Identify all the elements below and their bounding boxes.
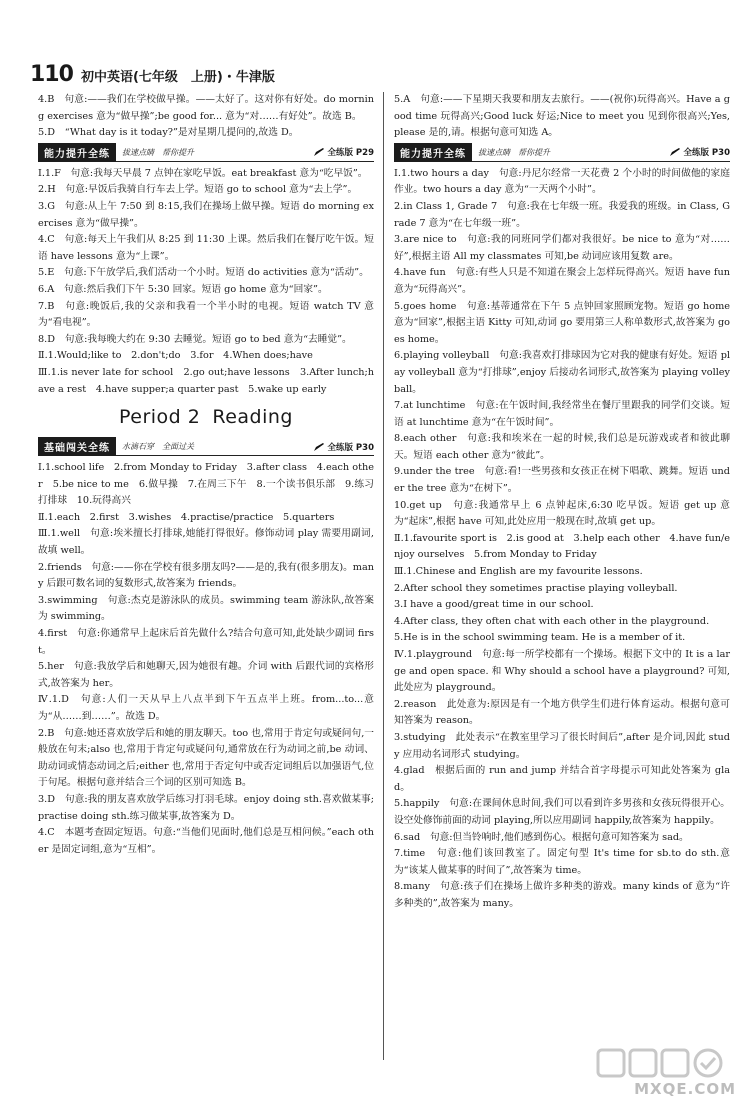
left-ability-answers [38, 166, 374, 398]
section-badge: 基础闯关全练 [38, 437, 116, 456]
book-title: 初中英语(七年级 上册)・牛津版 [80, 70, 275, 85]
answer-item: 2.friends 句意:——你在学校有很多朋友吗?——是的,我有(很多朋友)。many 后跟可数名词的复数形式,故答案为 friends。 [38, 561, 374, 590]
answer-item: 4.C 句意:每天上午我们从 8:25 到 11:30 上课。然后我们在餐厅吃午饭。短语 have lessons 意为“上课”。 [38, 234, 374, 262]
pencil-icon [670, 148, 680, 156]
answer-item: Ⅱ.1.Would;like to 2.don't;do 3.for 4.When does;have [38, 350, 313, 362]
answer-item: Ⅲ.1.Chinese and English are my favourite lessons. [394, 566, 643, 578]
answer-item: 4.B 句意:——我们在学校做早操。——太好了。这对你有好处。do morning exercises 意为“做早操”;be good for... 意为“对……有好处”。故选 B。 [38, 94, 374, 122]
page-header [30, 62, 275, 88]
answer-item: 7.at lunchtime 句意:在午饭时间,我经常坐在餐厅里跟我的同学们交谈。短语 at lunchtime 意为“在午饭时间”。 [394, 400, 730, 428]
section-ref-text: 全练版 P30 [327, 442, 374, 453]
answer-item: 5.He is in the school swimming team. He is a member of it. [394, 632, 686, 644]
section-motto: 拔速点睛 帮你提升 [478, 147, 550, 157]
period-label: Period 2 [119, 406, 201, 429]
answer-item: 3.swimming 句意:杰克是游泳队的成员。swimming team 游泳队,故答案为 swimming。 [38, 594, 374, 623]
answer-item: 2.in Class 1, Grade 7 句意:我在七年级一班。我爱我的班级。in Class, Grade 7 意为“在七年级一班”。 [394, 200, 730, 229]
answer-item: Ⅰ.1.F 句意:我每天早晨 7 点钟在家吃早饭。eat breakfast 意为“吃早饭”。 [38, 167, 368, 179]
column-divider [383, 92, 384, 1060]
answer-item: Ⅱ.1.favourite sport is 2.is good at 3.help each other 4.have fun/enjoy ourselves 5.from Monday to Friday [394, 532, 730, 561]
answer-item: 2.After school they sometimes practise playing volleyball. [394, 582, 678, 594]
answer-item: 4.glad 根据后面的 run and jump 并结合首字母提示可知此处答案为 glad。 [394, 765, 730, 793]
answer-item: 3.are nice to 句意:我的同班同学们都对我很好。be nice to 意为“对……好”,根据主语 All my classmates 可知,be 动词应该用复数 are。 [394, 234, 730, 262]
answer-item: Ⅰ.1.school life 2.from Monday to Friday 3.after class 4.each other 5.be nice to me 6.做早操 7.在周三下午 8.一个读书俱乐部 9.练习打排球 10.玩得高兴 [38, 462, 374, 507]
answer-item: 8.each other 句意:我和埃米在一起的时候,我们总是玩游戏或者和彼此聊天。短语 each other 意为“彼此”。 [394, 433, 730, 461]
answer-item: Ⅲ.1.is never late for school 2.go out;have lessons 3.After lunch;have a rest 4.have supper;a quarter past 5.wake up early [38, 366, 374, 395]
pencil-icon [314, 148, 324, 156]
answer-item: 4.first 句意:你通常早上起床后首先做什么?结合句意可知,此处缺少副词 first。 [38, 628, 374, 656]
section-badge: 能力提升全练 [38, 143, 116, 162]
answer-item: 9.under the tree 句意:看!一些男孩和女孩正在树下唱歌、跳舞。短语 under the tree 意为“在树下”。 [394, 466, 730, 495]
section-badge: 能力提升全练 [394, 143, 472, 162]
answer-item: 3.G 句意:从上午 7:50 到 8:15,我们在操场上做早操。短语 do morning exercises 意为“做早操”。 [38, 200, 374, 229]
answer-item: 2.H 句意:早饭后我骑自行车去上学。短语 go to school 意为“去上学”。 [38, 184, 358, 196]
answer-item: 3.studying 此处表示“在教室里学习了很长时间后”,after 是介词,因此 study 应用动名词形式 studying。 [394, 731, 730, 760]
left-column [38, 92, 374, 858]
answer-item: 6.A 句意:然后我们下午 5:30 回家。短语 go home 意为“回家”。 [38, 283, 328, 295]
answer-item: 2.reason 此处意为:原因是有一个地方供学生们进行体育运动。根据句意可知答案为 reason。 [394, 698, 730, 727]
answer-item: 8.many 句意:孩子们在操场上做许多种类的游戏。many kinds of 意为“许多种类的”,故答案为 many。 [394, 881, 730, 909]
answer-item: 7.B 句意:晚饭后,我的父亲和我看一个半小时的电视。短语 watch TV 意为“看电视”。 [38, 300, 374, 329]
right-column [394, 92, 730, 913]
answer-item: 3.I have a good/great time in our school. [394, 599, 594, 611]
left-intro-answers [38, 92, 374, 142]
answer-item: 5.her 句意:我放学后和她聊天,因为她很有趣。介词 with 后跟代词的宾格形式,故答案为 her。 [38, 661, 374, 689]
period-heading [38, 406, 374, 428]
answer-item: 2.B 句意:她还喜欢放学后和她的朋友聊天。too 也,常用于肯定句或疑问句,一般放在句末;also 也,常用于肯定句或疑问句,通常放在行为动词之前,be 动词、助动词或情态动词之后;either 也,常用于否定句中或否定词组后以加强语气,位于句尾。根据句意并结合三个词的区别可知选 B。 [38, 727, 374, 789]
answer-item: Ⅰ.1.two hours a day 句意:丹尼尔经常一天花费 2 个小时的时间做他的家庭作业。two hours a day 意为“一天两个小时”。 [394, 167, 730, 196]
section-motto: 拔速点睛 帮你提升 [122, 147, 194, 157]
ability-section-header-left [38, 144, 374, 162]
section-ref [314, 146, 374, 158]
section-ref [314, 441, 374, 453]
answer-item: 4.After class, they often chat with each other in the playground. [394, 615, 710, 627]
section-ref [670, 146, 730, 158]
left-basic-answers [38, 460, 374, 858]
answer-site-logo [580, 1046, 740, 1082]
watermark [580, 1046, 740, 1104]
answer-item: Ⅳ.1.D 句意:人们一天从早上八点半到下午五点半上班。from...to...意为“从……到……”。故选 D。 [38, 694, 374, 722]
ability-section-header-right [394, 144, 730, 162]
answer-item: 5.D “What day is it today?”是对星期几提问的,故选 D。 [38, 127, 299, 139]
right-intro-answers [394, 92, 730, 142]
right-ability-answers [394, 166, 730, 913]
page-number: 110 [30, 62, 73, 87]
answer-item: 5.A 句意:——下星期天我要和朋友去旅行。——(祝你)玩得高兴。Have a good time 玩得高兴;Good luck 好运;Nice to meet you 见到你很高兴;Yes, please 是的,请。根据句意可知选 A。 [394, 94, 730, 139]
answer-item: Ⅳ.1.playground 句意:每一所学校都有一个操场。根据下文中的 It is a large and open space. 和 Why should a school have a playground? 可知,此处应为 playground。 [394, 649, 730, 694]
answer-item: 3.D 句意:我的朋友喜欢放学后练习打羽毛球。enjoy doing sth.喜欢做某事;practise doing sth.练习做某事,故答案为 D。 [38, 793, 374, 822]
answer-item: 6.playing volleyball 句意:我喜欢打排球因为它对我的健康有好处。短语 play volleyball 意为“打排球”,enjoy 后接动名词形式,故答案为 playing volleyball。 [394, 350, 730, 395]
answer-item: 6.sad 句意:但当铃响时,他们感到伤心。根据句意可知答案为 sad。 [394, 831, 689, 843]
pencil-icon [314, 443, 324, 451]
answer-item: 5.happily 句意:在课间休息时间,我们可以看到许多男孩和女孩玩得很开心。设空处修饰前面的动词 playing,所以应用副词 happily,故答案为 happily。 [394, 798, 730, 826]
answer-item: 8.D 句意:我每晚大约在 9:30 去睡觉。短语 go to bed 意为“去睡觉”。 [38, 333, 352, 345]
answer-item: 4.have fun 句意:有些人只是不知道在聚会上怎样玩得高兴。短语 have fun 意为“玩得高兴”。 [394, 267, 730, 295]
period-name: Reading [212, 406, 293, 429]
section-ref-text: 全练版 P29 [327, 148, 374, 159]
answer-item: 10.get up 句意:我通常早上 6 点钟起床,6:30 吃早饭。短语 get up 意为“起床”,根据 have 可知,此处应用一般现在时,故填 get up。 [394, 499, 730, 528]
answer-item: Ⅱ.1.each 2.first 3.wishes 4.practise/practice 5.quarters [38, 511, 335, 523]
answer-item: 4.C 本题考查固定短语。句意:“当他们见面时,他们总是互相问候。”each other 是固定词组,意为“互相”。 [38, 827, 374, 855]
section-ref-text: 全练版 P30 [683, 148, 730, 159]
answer-item: 7.time 句意:他们该回教室了。固定句型 It's time for sb.to do sth.意为“该某人做某事的时间了”,故答案为 time。 [394, 848, 730, 876]
answer-item: 5.E 句意:下午放学后,我们活动一个小时。短语 do activities 意为“活动”。 [38, 267, 369, 279]
answer-item: Ⅲ.1.well 句意:埃米擅长打排球,她能打得很好。修饰动词 play 需要用副词,故填 well。 [38, 528, 374, 557]
answer-item: 5.goes home 句意:基蒂通常在下午 5 点钟回家照顾宠物。短语 go home 意为“回家”,根据主语 Kitty 可知,动词 go 要用第三人称单数形式,故答案为 goes home。 [394, 300, 730, 345]
basic-section-header [38, 438, 374, 456]
section-motto: 水滴石穿 全面过关 [122, 442, 194, 452]
watermark-url: MXQE.COM [634, 1080, 736, 1098]
